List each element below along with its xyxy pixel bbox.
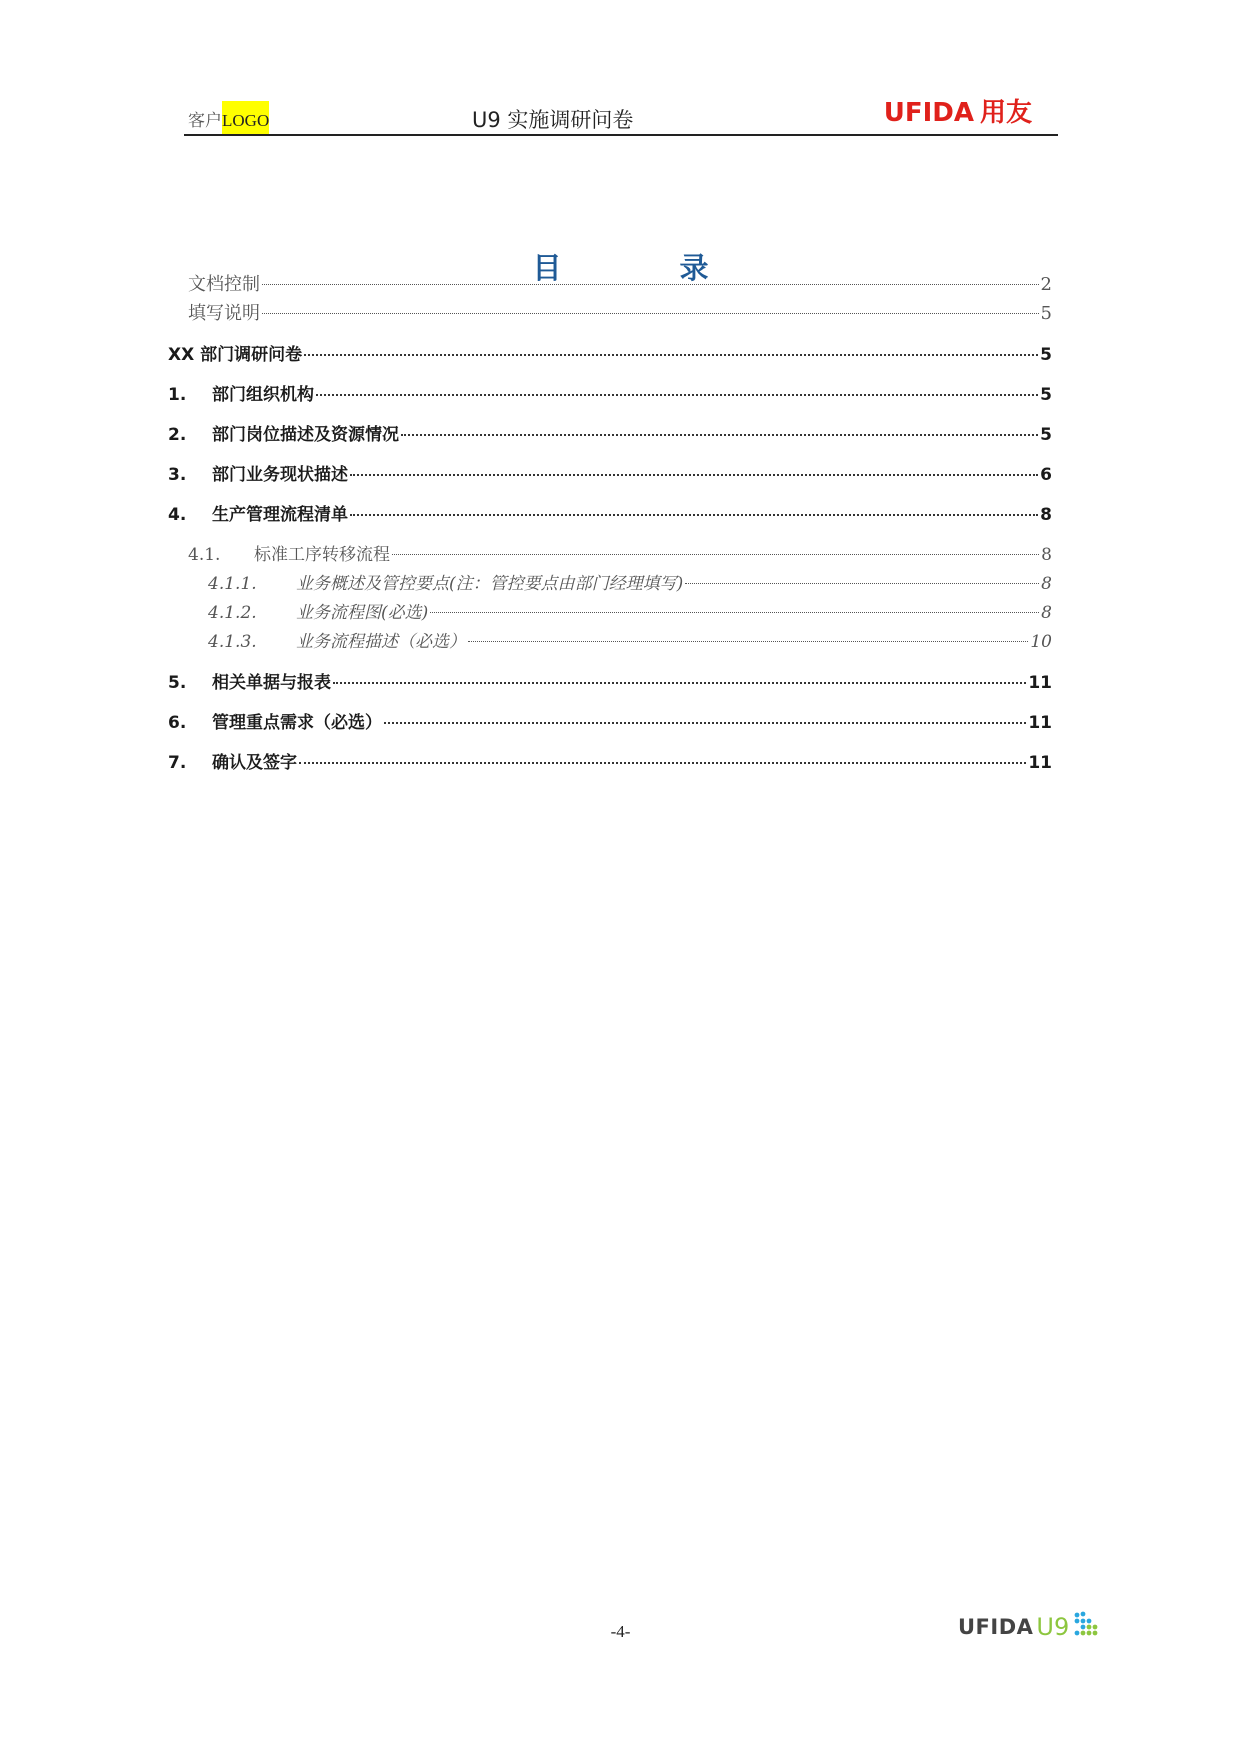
toc-entry-label: 部门业务现状描述 [212, 465, 348, 485]
toc-entry-page: 8 [1041, 603, 1052, 623]
toc-entry[interactable] [208, 569, 1052, 595]
footer-logo-latin: UFIDA [958, 1615, 1034, 1639]
client-prefix: 客户 [188, 111, 222, 131]
page-number: -4- [610, 1622, 631, 1641]
toc-leader-dots [350, 474, 1038, 476]
toc-entry-page: 11 [1028, 673, 1052, 693]
toc-entry-number: 4. [168, 505, 187, 525]
toc-leader-dots [430, 612, 1039, 613]
toc-leader-dots [685, 583, 1039, 584]
toc-entry-label: 填写说明 [188, 303, 260, 324]
toc-entry-page: 6 [1040, 465, 1052, 485]
toc-entry-number: 4.1. [188, 545, 221, 565]
toc-entry-page: 8 [1040, 505, 1052, 525]
toc-entry-page: 8 [1041, 574, 1052, 594]
toc-leader-dots [262, 313, 1039, 314]
brand-latin: UFIDA [883, 98, 974, 128]
toc-entry-page: 5 [1040, 425, 1052, 445]
toc-entry-page: 10 [1030, 632, 1052, 652]
toc-entry-number: 2. [168, 425, 187, 445]
toc-entry-page: 5 [1040, 385, 1052, 405]
toc-entry-label: XX 部门调研问卷 [168, 345, 303, 365]
toc-entry-page: 5 [1040, 345, 1052, 365]
toc-entry[interactable] [168, 340, 1052, 366]
toc-entry-page: 2 [1040, 274, 1052, 295]
toc-entry-number: 4.1.2. [208, 603, 257, 623]
toc-title-right: 录 [679, 251, 709, 285]
ufida-u9-footer-logo [958, 1610, 1101, 1644]
toc-entry-label: 业务流程图(必选) [296, 603, 429, 623]
toc-leader-dots [384, 722, 1026, 724]
toc-entry[interactable] [168, 420, 1052, 446]
toc-entry-number: 7. [168, 753, 187, 773]
toc-entry-number: 4.1.1. [208, 574, 257, 594]
toc-entry[interactable] [208, 598, 1052, 624]
toc-leader-dots [299, 762, 1026, 764]
logo-highlight: LOGO [222, 101, 269, 134]
toc-entry-label: 业务流程描述（必选） [296, 632, 466, 652]
toc-entry[interactable] [188, 270, 1052, 296]
toc-leader-dots [262, 284, 1039, 285]
toc-entry[interactable] [208, 627, 1052, 653]
toc-leader-dots [333, 682, 1026, 684]
toc-entry-label: 相关单据与报表 [212, 673, 331, 693]
toc-entry[interactable] [168, 668, 1052, 694]
brand-cn: 用友 [979, 98, 1032, 128]
u9-dots-icon [1071, 1610, 1101, 1644]
toc-entry-number: 5. [168, 673, 187, 693]
toc-leader-dots [350, 514, 1038, 516]
toc-entry-label: 文档控制 [188, 274, 260, 295]
toc-entry-label: 部门组织机构 [212, 385, 314, 405]
toc-entry-label: 管理重点需求（必选） [212, 713, 382, 733]
toc-entry-label: 标准工序转移流程 [254, 545, 390, 565]
toc-entry-label: 生产管理流程清单 [212, 505, 348, 525]
toc-entry[interactable] [168, 500, 1052, 526]
toc-leader-dots [316, 394, 1038, 396]
toc-leader-dots [304, 354, 1038, 356]
toc-entry-page: 8 [1041, 545, 1052, 565]
toc-title-left: 目 [532, 251, 562, 285]
toc-entry-number: 3. [168, 465, 187, 485]
toc-entry-number: 1. [168, 385, 187, 405]
toc-entry[interactable] [168, 460, 1052, 486]
toc-entry[interactable] [188, 299, 1052, 325]
toc-entry-page: 5 [1040, 303, 1052, 324]
toc-entry-label: 部门岗位描述及资源情况 [212, 425, 399, 445]
ufida-brand-logo [884, 92, 1032, 129]
toc-entry-label: 确认及签字 [212, 753, 297, 773]
client-logo-placeholder [188, 106, 269, 131]
toc-entry-number: 4.1.3. [208, 632, 257, 652]
toc-entry[interactable] [168, 380, 1052, 406]
toc-leader-dots [468, 641, 1028, 642]
footer-logo-product: U9 [1036, 1613, 1070, 1641]
toc-entry-number: 6. [168, 713, 187, 733]
toc-leader-dots [392, 554, 1039, 555]
document-title: U9 实施调研问卷 [472, 108, 634, 132]
toc-entry-page: 11 [1028, 713, 1052, 733]
toc-entry-page: 11 [1028, 753, 1052, 773]
toc-leader-dots [401, 434, 1038, 436]
toc-entry[interactable] [168, 708, 1052, 734]
toc-entry[interactable] [168, 748, 1052, 774]
page-header [184, 84, 1058, 136]
toc-entry-label: 业务概述及管控要点(注：管控要点由部门经理填写) [296, 574, 684, 594]
toc-entry[interactable] [188, 540, 1052, 566]
